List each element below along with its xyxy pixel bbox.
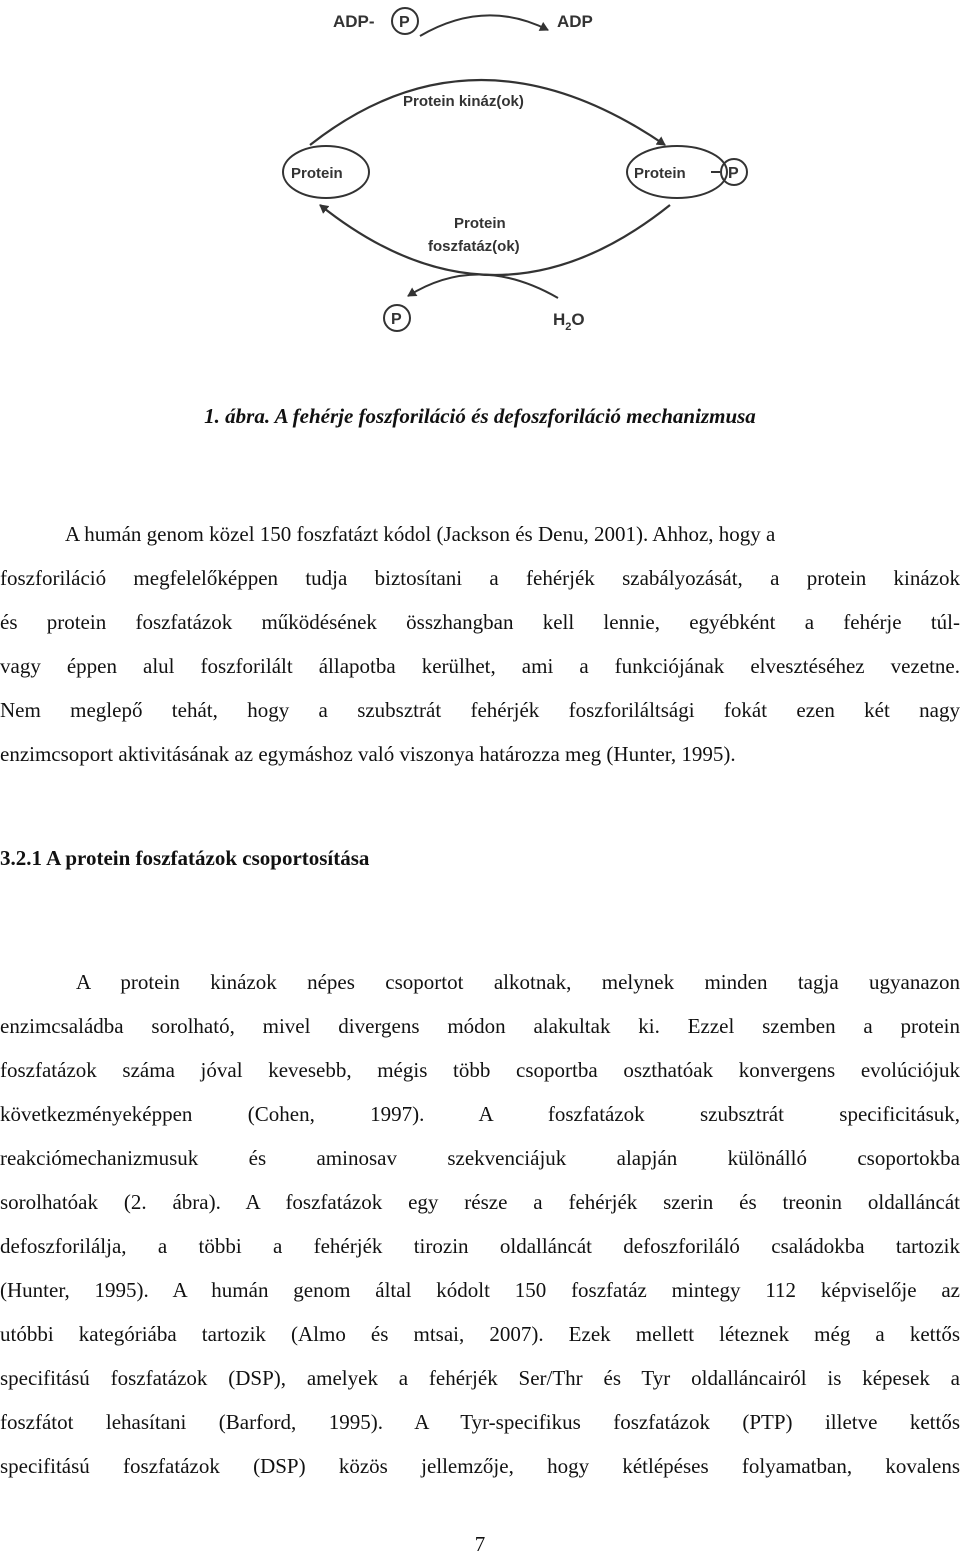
paragraph-1-line: vagy éppen alul foszforilált állapotba kerülhet, ami a funkciójának elvesztéséhez vezetne. <box>0 654 960 678</box>
paragraph-1-line: enzimcsoport aktivitásának az egymáshoz való viszonya határozza meg (Hunter, 1995). <box>0 742 736 766</box>
paragraph-1-line: foszforiláció megfelelőképpen tudja biztosítani a fehérjék szabályozását, a protein kinázok <box>0 566 960 590</box>
paragraph-2-line: (Hunter, 1995). A humán genom által kódolt 150 foszfatáz mintegy 112 képviselője az <box>0 1278 960 1302</box>
paragraph-2-line: reakciómechanizmusuk és aminosav szekvenciájuk alapján különálló csoportokba <box>0 1146 960 1170</box>
section-heading: 3.2.1 A protein foszfatázok csoportosítása <box>0 846 370 870</box>
h2o-arc <box>408 274 558 298</box>
phosphorylation-cycle-diagram <box>240 0 760 345</box>
paragraph-2-line: specifitású foszfatázok (DSP) közös jellemzője, hogy kétlépéses folyamatban, kovalens <box>0 1454 960 1478</box>
paragraph-2-line: foszfatázok száma jóval kevesebb, mégis több csoportba oszthatóak konvergens evolúciójuk <box>0 1058 960 1082</box>
protein-left-label: Protein <box>291 165 343 182</box>
paragraph-2-line: enzimcsaládba sorolható, mivel divergens módon alakultak ki. Ezzel szemben a protein <box>0 1014 960 1038</box>
paragraph-2-line: foszfátot lehasítani (Barford, 1995). A Tyr-specifikus foszfatázok (PTP) illetve kettős <box>0 1410 960 1434</box>
paragraph-2-line: specifitású foszfatázok (DSP), amelyek a fehérjék Ser/Thr és Tyr oldalláncairól is képesek a <box>0 1366 960 1390</box>
paragraph-1-line: és protein foszfatázok működésének összhangban kell lennie, egyébként a fehérje túl- <box>0 610 960 634</box>
phosphatase-label-1: Protein <box>454 215 506 232</box>
phosphate-label-protein: P <box>728 165 739 182</box>
adp-arc <box>420 15 548 36</box>
paragraph-1-line: A humán genom közel 150 foszfatázt kódol (Jackson és Denu, 2001). Ahhoz, hogy a <box>65 522 776 546</box>
page-number: 7 <box>474 1532 486 1556</box>
paragraph-1 <box>0 512 960 776</box>
paragraph-2-line: A protein kinázok népes csoportot alkotnak, melynek minden tagja ugyanazon <box>76 970 960 994</box>
figure-caption: 1. ábra. A fehérje foszforiláció és defoszforiláció mechanizmusa <box>204 404 756 428</box>
water-label: $H_2O$ <box>553 310 585 333</box>
protein-right-label: Protein <box>634 165 686 182</box>
paragraph-1-line: Nem meglepő tehát, hogy a szubsztrát fehérjék foszforiláltsági fokát ezen két nagy <box>0 698 960 722</box>
paragraph-2 <box>0 960 960 1488</box>
phosphatase-label-2: foszfatáz(ok) <box>428 238 520 255</box>
paragraph-2-line: utóbbi kategóriába tartozik (Almo és mtsai, 2007). Ezek mellett léteznek még a kettős <box>0 1322 960 1346</box>
paragraph-2-line: sorolhatóak (2. ábra). A foszfatázok egy része a fehérjék szerin és treonin oldalláncát <box>0 1190 960 1214</box>
kinase-arrow <box>310 80 665 145</box>
phosphate-label-free: P <box>391 311 402 328</box>
adp-p-label: ADP- <box>333 12 375 31</box>
paragraph-2-line: defoszforilálja, a többi a fehérjék tirozin oldalláncát defoszforiláló családokba tartozik <box>0 1234 960 1258</box>
paragraph-2-line: következményeképpen (Cohen, 1997). A foszfatázok szubsztrát specificitásuk, <box>0 1102 960 1126</box>
adp-label: ADP <box>557 12 593 31</box>
phosphate-label-adp: P <box>399 14 410 31</box>
kinase-label: Protein kináz(ok) <box>403 93 524 110</box>
